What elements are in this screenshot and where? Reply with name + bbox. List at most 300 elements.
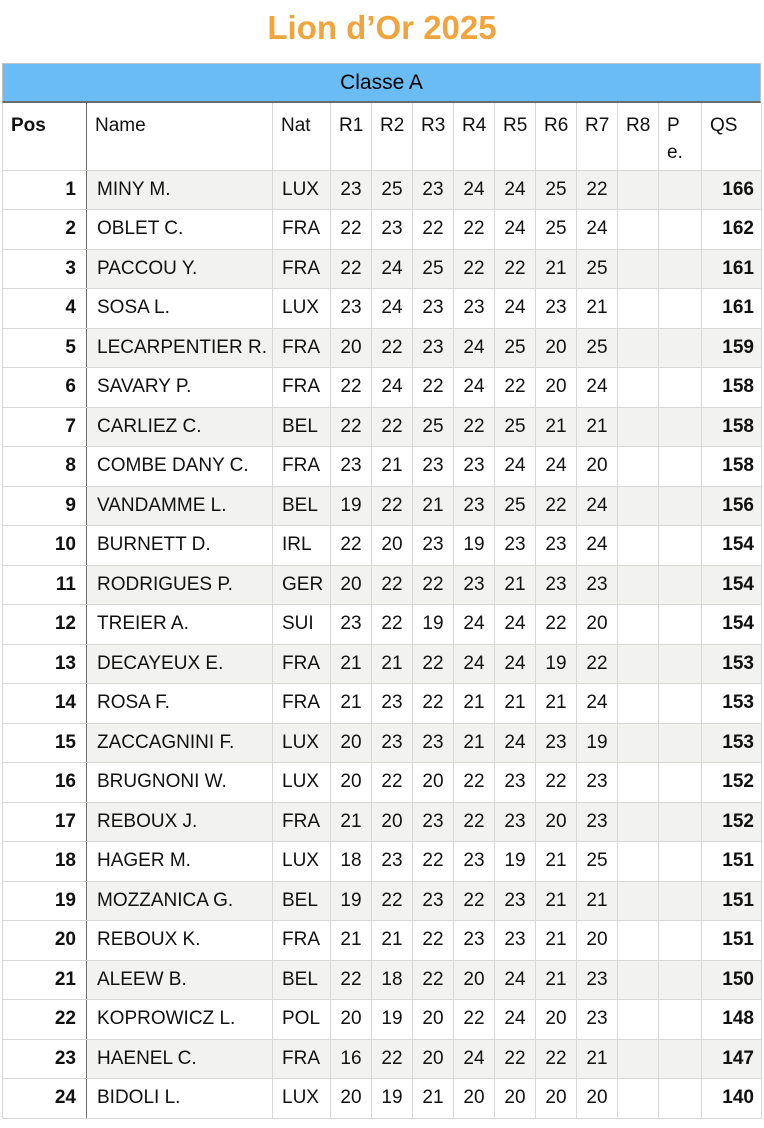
cell-r5: 24: [495, 1000, 536, 1040]
cell-nat: POL: [273, 1000, 331, 1040]
table-row: [3, 921, 762, 961]
cell-pe: [659, 328, 702, 368]
cell-r6: 21: [536, 921, 577, 961]
cell-r7: 23: [577, 802, 618, 842]
cell-r5: 21: [495, 565, 536, 605]
cell-r6: 23: [536, 289, 577, 329]
cell-name: ZACCAGNINI F.: [87, 723, 273, 763]
cell-qs: 152: [702, 802, 762, 842]
cell-name: SOSA L.: [87, 289, 273, 329]
cell-r4: 20: [454, 1079, 495, 1119]
cell-pos: 7: [3, 407, 87, 447]
cell-pe: [659, 447, 702, 487]
cell-r2: 23: [372, 684, 413, 724]
cell-nat: BEL: [273, 960, 331, 1000]
cell-r5: 24: [495, 644, 536, 684]
cell-r5: 23: [495, 763, 536, 803]
cell-r6: 23: [536, 526, 577, 566]
cell-r6: 21: [536, 249, 577, 289]
cell-r5: 25: [495, 407, 536, 447]
cell-r2: 20: [372, 802, 413, 842]
cell-nat: FRA: [273, 328, 331, 368]
cell-r5: 19: [495, 842, 536, 882]
cell-pe: [659, 723, 702, 763]
cell-r8: [618, 723, 659, 763]
cell-r4: 23: [454, 447, 495, 487]
cell-r4: 22: [454, 1000, 495, 1040]
cell-pos: 4: [3, 289, 87, 329]
cell-name: BRUGNONI W.: [87, 763, 273, 803]
cell-r7: 24: [577, 526, 618, 566]
cell-r4: 22: [454, 802, 495, 842]
cell-r2: 22: [372, 881, 413, 921]
cell-name: TREIER A.: [87, 605, 273, 645]
cell-r8: [618, 407, 659, 447]
cell-r6: 21: [536, 684, 577, 724]
cell-pos: 19: [3, 881, 87, 921]
cell-r6: 21: [536, 881, 577, 921]
cell-r6: 23: [536, 723, 577, 763]
cell-r4: 22: [454, 249, 495, 289]
cell-qs: 158: [702, 368, 762, 408]
cell-r1: 22: [331, 960, 372, 1000]
cell-r1: 22: [331, 407, 372, 447]
header-row: [3, 103, 762, 170]
cell-qs: 156: [702, 486, 762, 526]
cell-pos: 21: [3, 960, 87, 1000]
cell-name: PACCOU Y.: [87, 249, 273, 289]
cell-r7: 20: [577, 921, 618, 961]
cell-nat: FRA: [273, 684, 331, 724]
cell-nat: FRA: [273, 644, 331, 684]
cell-pe: [659, 1000, 702, 1040]
cell-r7: 25: [577, 328, 618, 368]
cell-r6: 20: [536, 1000, 577, 1040]
cell-pos: 2: [3, 210, 87, 250]
cell-nat: LUX: [273, 763, 331, 803]
table-row: [3, 842, 762, 882]
cell-r7: 21: [577, 289, 618, 329]
cell-r2: 21: [372, 921, 413, 961]
cell-r3: 22: [413, 960, 454, 1000]
table-row: [3, 447, 762, 487]
column-header-r1: R1: [331, 103, 372, 170]
cell-r8: [618, 368, 659, 408]
cell-r3: 21: [413, 1079, 454, 1119]
cell-r2: 22: [372, 763, 413, 803]
cell-pos: 9: [3, 486, 87, 526]
cell-pos: 24: [3, 1079, 87, 1119]
cell-r2: 21: [372, 447, 413, 487]
cell-r4: 22: [454, 210, 495, 250]
column-header-r4: R4: [454, 103, 495, 170]
cell-pe: [659, 644, 702, 684]
cell-r8: [618, 486, 659, 526]
cell-nat: FRA: [273, 921, 331, 961]
page-title: Lion d’Or 2025: [267, 9, 497, 46]
cell-r3: 23: [413, 289, 454, 329]
cell-qs: 154: [702, 526, 762, 566]
cell-name: LECARPENTIER R.: [87, 328, 273, 368]
table-row: [3, 1039, 762, 1079]
cell-r6: 21: [536, 407, 577, 447]
table-row: [3, 881, 762, 921]
cell-r5: 23: [495, 921, 536, 961]
cell-pos: 23: [3, 1039, 87, 1079]
cell-r2: 23: [372, 210, 413, 250]
cell-r2: 19: [372, 1079, 413, 1119]
cell-r7: 23: [577, 763, 618, 803]
results-table: [2, 103, 762, 1119]
cell-r5: 23: [495, 526, 536, 566]
cell-r1: 22: [331, 368, 372, 408]
cell-r6: 20: [536, 328, 577, 368]
cell-r3: 22: [413, 644, 454, 684]
cell-pos: 18: [3, 842, 87, 882]
cell-r3: 23: [413, 881, 454, 921]
cell-r3: 25: [413, 249, 454, 289]
cell-r3: 22: [413, 842, 454, 882]
cell-r1: 20: [331, 1000, 372, 1040]
cell-r7: 23: [577, 1000, 618, 1040]
cell-r7: 20: [577, 1079, 618, 1119]
cell-r5: 24: [495, 447, 536, 487]
cell-r8: [618, 447, 659, 487]
column-header-r7: R7: [577, 103, 618, 170]
cell-name: BIDOLI L.: [87, 1079, 273, 1119]
cell-r2: 22: [372, 1039, 413, 1079]
table-row: [3, 210, 762, 250]
cell-nat: SUI: [273, 605, 331, 645]
cell-r1: 16: [331, 1039, 372, 1079]
cell-r1: 21: [331, 921, 372, 961]
cell-r4: 24: [454, 1039, 495, 1079]
cell-r4: 20: [454, 960, 495, 1000]
cell-qs: 154: [702, 605, 762, 645]
cell-qs: 158: [702, 447, 762, 487]
cell-r6: 19: [536, 644, 577, 684]
cell-r8: [618, 170, 659, 210]
cell-pe: [659, 368, 702, 408]
cell-r8: [618, 1079, 659, 1119]
cell-qs: 154: [702, 565, 762, 605]
cell-qs: 152: [702, 763, 762, 803]
cell-r7: 21: [577, 1039, 618, 1079]
cell-r4: 22: [454, 763, 495, 803]
cell-nat: LUX: [273, 170, 331, 210]
cell-r1: 21: [331, 684, 372, 724]
cell-r1: 23: [331, 289, 372, 329]
cell-r4: 23: [454, 921, 495, 961]
cell-r3: 23: [413, 447, 454, 487]
cell-name: KOPROWICZ L.: [87, 1000, 273, 1040]
cell-r6: 20: [536, 1079, 577, 1119]
cell-pe: [659, 842, 702, 882]
column-header-r8: R8: [618, 103, 659, 170]
cell-r5: 25: [495, 328, 536, 368]
cell-r1: 20: [331, 328, 372, 368]
cell-qs: 161: [702, 289, 762, 329]
cell-r2: 22: [372, 328, 413, 368]
cell-r7: 23: [577, 960, 618, 1000]
cell-r1: 22: [331, 249, 372, 289]
cell-r1: 20: [331, 763, 372, 803]
cell-r5: 22: [495, 1039, 536, 1079]
cell-r3: 21: [413, 486, 454, 526]
cell-r1: 20: [331, 565, 372, 605]
table-row: [3, 249, 762, 289]
cell-nat: BEL: [273, 407, 331, 447]
cell-r8: [618, 249, 659, 289]
cell-r5: 25: [495, 486, 536, 526]
cell-pe: [659, 921, 702, 961]
cell-r5: 21: [495, 684, 536, 724]
cell-r1: 23: [331, 170, 372, 210]
cell-pos: 3: [3, 249, 87, 289]
table-row: [3, 802, 762, 842]
cell-pe: [659, 407, 702, 447]
cell-r5: 24: [495, 210, 536, 250]
table-row: [3, 565, 762, 605]
cell-r2: 22: [372, 486, 413, 526]
cell-r3: 20: [413, 1000, 454, 1040]
cell-r2: 25: [372, 170, 413, 210]
cell-r5: 24: [495, 960, 536, 1000]
cell-r6: 25: [536, 170, 577, 210]
cell-r8: [618, 763, 659, 803]
column-header-nat: Nat: [273, 103, 331, 170]
cell-r4: 24: [454, 605, 495, 645]
cell-r3: 20: [413, 1039, 454, 1079]
cell-r7: 24: [577, 368, 618, 408]
cell-nat: FRA: [273, 368, 331, 408]
cell-r4: 24: [454, 328, 495, 368]
cell-r7: 21: [577, 881, 618, 921]
cell-r2: 23: [372, 723, 413, 763]
cell-pe: [659, 526, 702, 566]
cell-name: REBOUX J.: [87, 802, 273, 842]
cell-r5: 22: [495, 249, 536, 289]
cell-nat: BEL: [273, 486, 331, 526]
cell-pos: 6: [3, 368, 87, 408]
cell-r1: 20: [331, 1079, 372, 1119]
cell-r2: 24: [372, 368, 413, 408]
cell-pe: [659, 289, 702, 329]
cell-r1: 21: [331, 644, 372, 684]
cell-r2: 24: [372, 289, 413, 329]
table-row: [3, 486, 762, 526]
cell-qs: 151: [702, 881, 762, 921]
column-header-r6: R6: [536, 103, 577, 170]
cell-r2: 23: [372, 842, 413, 882]
cell-name: HAGER M.: [87, 842, 273, 882]
cell-nat: GER: [273, 565, 331, 605]
cell-r3: 22: [413, 684, 454, 724]
cell-r3: 20: [413, 763, 454, 803]
cell-qs: 140: [702, 1079, 762, 1119]
cell-pos: 20: [3, 921, 87, 961]
cell-r1: 22: [331, 210, 372, 250]
cell-pe: [659, 605, 702, 645]
cell-r1: 21: [331, 802, 372, 842]
cell-pe: [659, 684, 702, 724]
cell-r4: 23: [454, 289, 495, 329]
cell-r6: 25: [536, 210, 577, 250]
cell-qs: 153: [702, 723, 762, 763]
cell-pe: [659, 249, 702, 289]
cell-r8: [618, 644, 659, 684]
cell-qs: 161: [702, 249, 762, 289]
cell-r7: 23: [577, 565, 618, 605]
cell-r4: 24: [454, 644, 495, 684]
cell-pos: 5: [3, 328, 87, 368]
cell-qs: 166: [702, 170, 762, 210]
cell-r5: 22: [495, 368, 536, 408]
cell-qs: 147: [702, 1039, 762, 1079]
cell-r4: 21: [454, 723, 495, 763]
cell-pe: [659, 210, 702, 250]
cell-r4: 21: [454, 684, 495, 724]
cell-r7: 24: [577, 684, 618, 724]
cell-r6: 22: [536, 605, 577, 645]
table-row: [3, 526, 762, 566]
cell-r5: 24: [495, 723, 536, 763]
cell-r8: [618, 605, 659, 645]
cell-r7: 20: [577, 447, 618, 487]
column-header-pe: Pe.: [659, 103, 702, 170]
cell-name: ALEEW B.: [87, 960, 273, 1000]
cell-r7: 21: [577, 407, 618, 447]
cell-pos: 1: [3, 170, 87, 210]
cell-pos: 16: [3, 763, 87, 803]
cell-r6: 22: [536, 1039, 577, 1079]
cell-nat: FRA: [273, 1039, 331, 1079]
cell-nat: FRA: [273, 249, 331, 289]
cell-name: VANDAMME L.: [87, 486, 273, 526]
cell-r5: 23: [495, 802, 536, 842]
cell-r8: [618, 881, 659, 921]
table-row: [3, 763, 762, 803]
cell-r8: [618, 802, 659, 842]
cell-r3: 23: [413, 526, 454, 566]
cell-pe: [659, 763, 702, 803]
cell-pos: 8: [3, 447, 87, 487]
cell-qs: 158: [702, 407, 762, 447]
cell-r3: 22: [413, 210, 454, 250]
cell-pos: 17: [3, 802, 87, 842]
cell-r4: 23: [454, 842, 495, 882]
cell-qs: 162: [702, 210, 762, 250]
cell-r1: 18: [331, 842, 372, 882]
cell-r7: 22: [577, 170, 618, 210]
cell-r8: [618, 684, 659, 724]
cell-r1: 19: [331, 881, 372, 921]
cell-name: CARLIEZ C.: [87, 407, 273, 447]
cell-r7: 24: [577, 486, 618, 526]
cell-pos: 14: [3, 684, 87, 724]
cell-r3: 23: [413, 802, 454, 842]
table-row: [3, 289, 762, 329]
column-header-qs: QS: [702, 103, 762, 170]
cell-nat: FRA: [273, 802, 331, 842]
cell-qs: 150: [702, 960, 762, 1000]
cell-r3: 23: [413, 170, 454, 210]
cell-r7: 24: [577, 210, 618, 250]
cell-pe: [659, 960, 702, 1000]
cell-r2: 24: [372, 249, 413, 289]
cell-pe: [659, 881, 702, 921]
cell-name: MOZZANICA G.: [87, 881, 273, 921]
column-header-pos: Pos: [3, 103, 87, 170]
cell-pe: [659, 1079, 702, 1119]
cell-r2: 18: [372, 960, 413, 1000]
cell-r5: 20: [495, 1079, 536, 1119]
table-row: [3, 368, 762, 408]
cell-pe: [659, 565, 702, 605]
cell-r2: 22: [372, 565, 413, 605]
cell-r7: 20: [577, 605, 618, 645]
cell-nat: LUX: [273, 289, 331, 329]
cell-name: SAVARY P.: [87, 368, 273, 408]
cell-pe: [659, 170, 702, 210]
cell-name: HAENEL C.: [87, 1039, 273, 1079]
cell-r8: [618, 1039, 659, 1079]
cell-r6: 22: [536, 763, 577, 803]
cell-name: BURNETT D.: [87, 526, 273, 566]
cell-r8: [618, 565, 659, 605]
cell-r2: 19: [372, 1000, 413, 1040]
cell-r1: 20: [331, 723, 372, 763]
cell-r8: [618, 842, 659, 882]
table-row: [3, 644, 762, 684]
cell-r3: 23: [413, 723, 454, 763]
cell-r4: 23: [454, 486, 495, 526]
cell-r1: 19: [331, 486, 372, 526]
cell-r8: [618, 526, 659, 566]
cell-r5: 23: [495, 881, 536, 921]
cell-r7: 22: [577, 644, 618, 684]
cell-r3: 22: [413, 921, 454, 961]
cell-r6: 24: [536, 447, 577, 487]
table-row: [3, 605, 762, 645]
results-sheet: [2, 63, 761, 1119]
cell-r1: 23: [331, 605, 372, 645]
cell-pos: 15: [3, 723, 87, 763]
cell-r3: 22: [413, 368, 454, 408]
cell-r1: 22: [331, 526, 372, 566]
cell-r1: 23: [331, 447, 372, 487]
cell-pe: [659, 1039, 702, 1079]
table-row: [3, 170, 762, 210]
cell-name: DECAYEUX E.: [87, 644, 273, 684]
cell-r5: 24: [495, 170, 536, 210]
cell-pos: 13: [3, 644, 87, 684]
cell-r8: [618, 328, 659, 368]
column-header-r2: R2: [372, 103, 413, 170]
table-row: [3, 407, 762, 447]
cell-qs: 153: [702, 684, 762, 724]
cell-r5: 24: [495, 605, 536, 645]
cell-name: RODRIGUES P.: [87, 565, 273, 605]
cell-r8: [618, 210, 659, 250]
cell-r6: 23: [536, 565, 577, 605]
cell-r6: 21: [536, 960, 577, 1000]
cell-pos: 22: [3, 1000, 87, 1040]
cell-r8: [618, 921, 659, 961]
cell-pe: [659, 486, 702, 526]
classe-label: Classe A: [340, 71, 423, 94]
cell-r7: 25: [577, 249, 618, 289]
